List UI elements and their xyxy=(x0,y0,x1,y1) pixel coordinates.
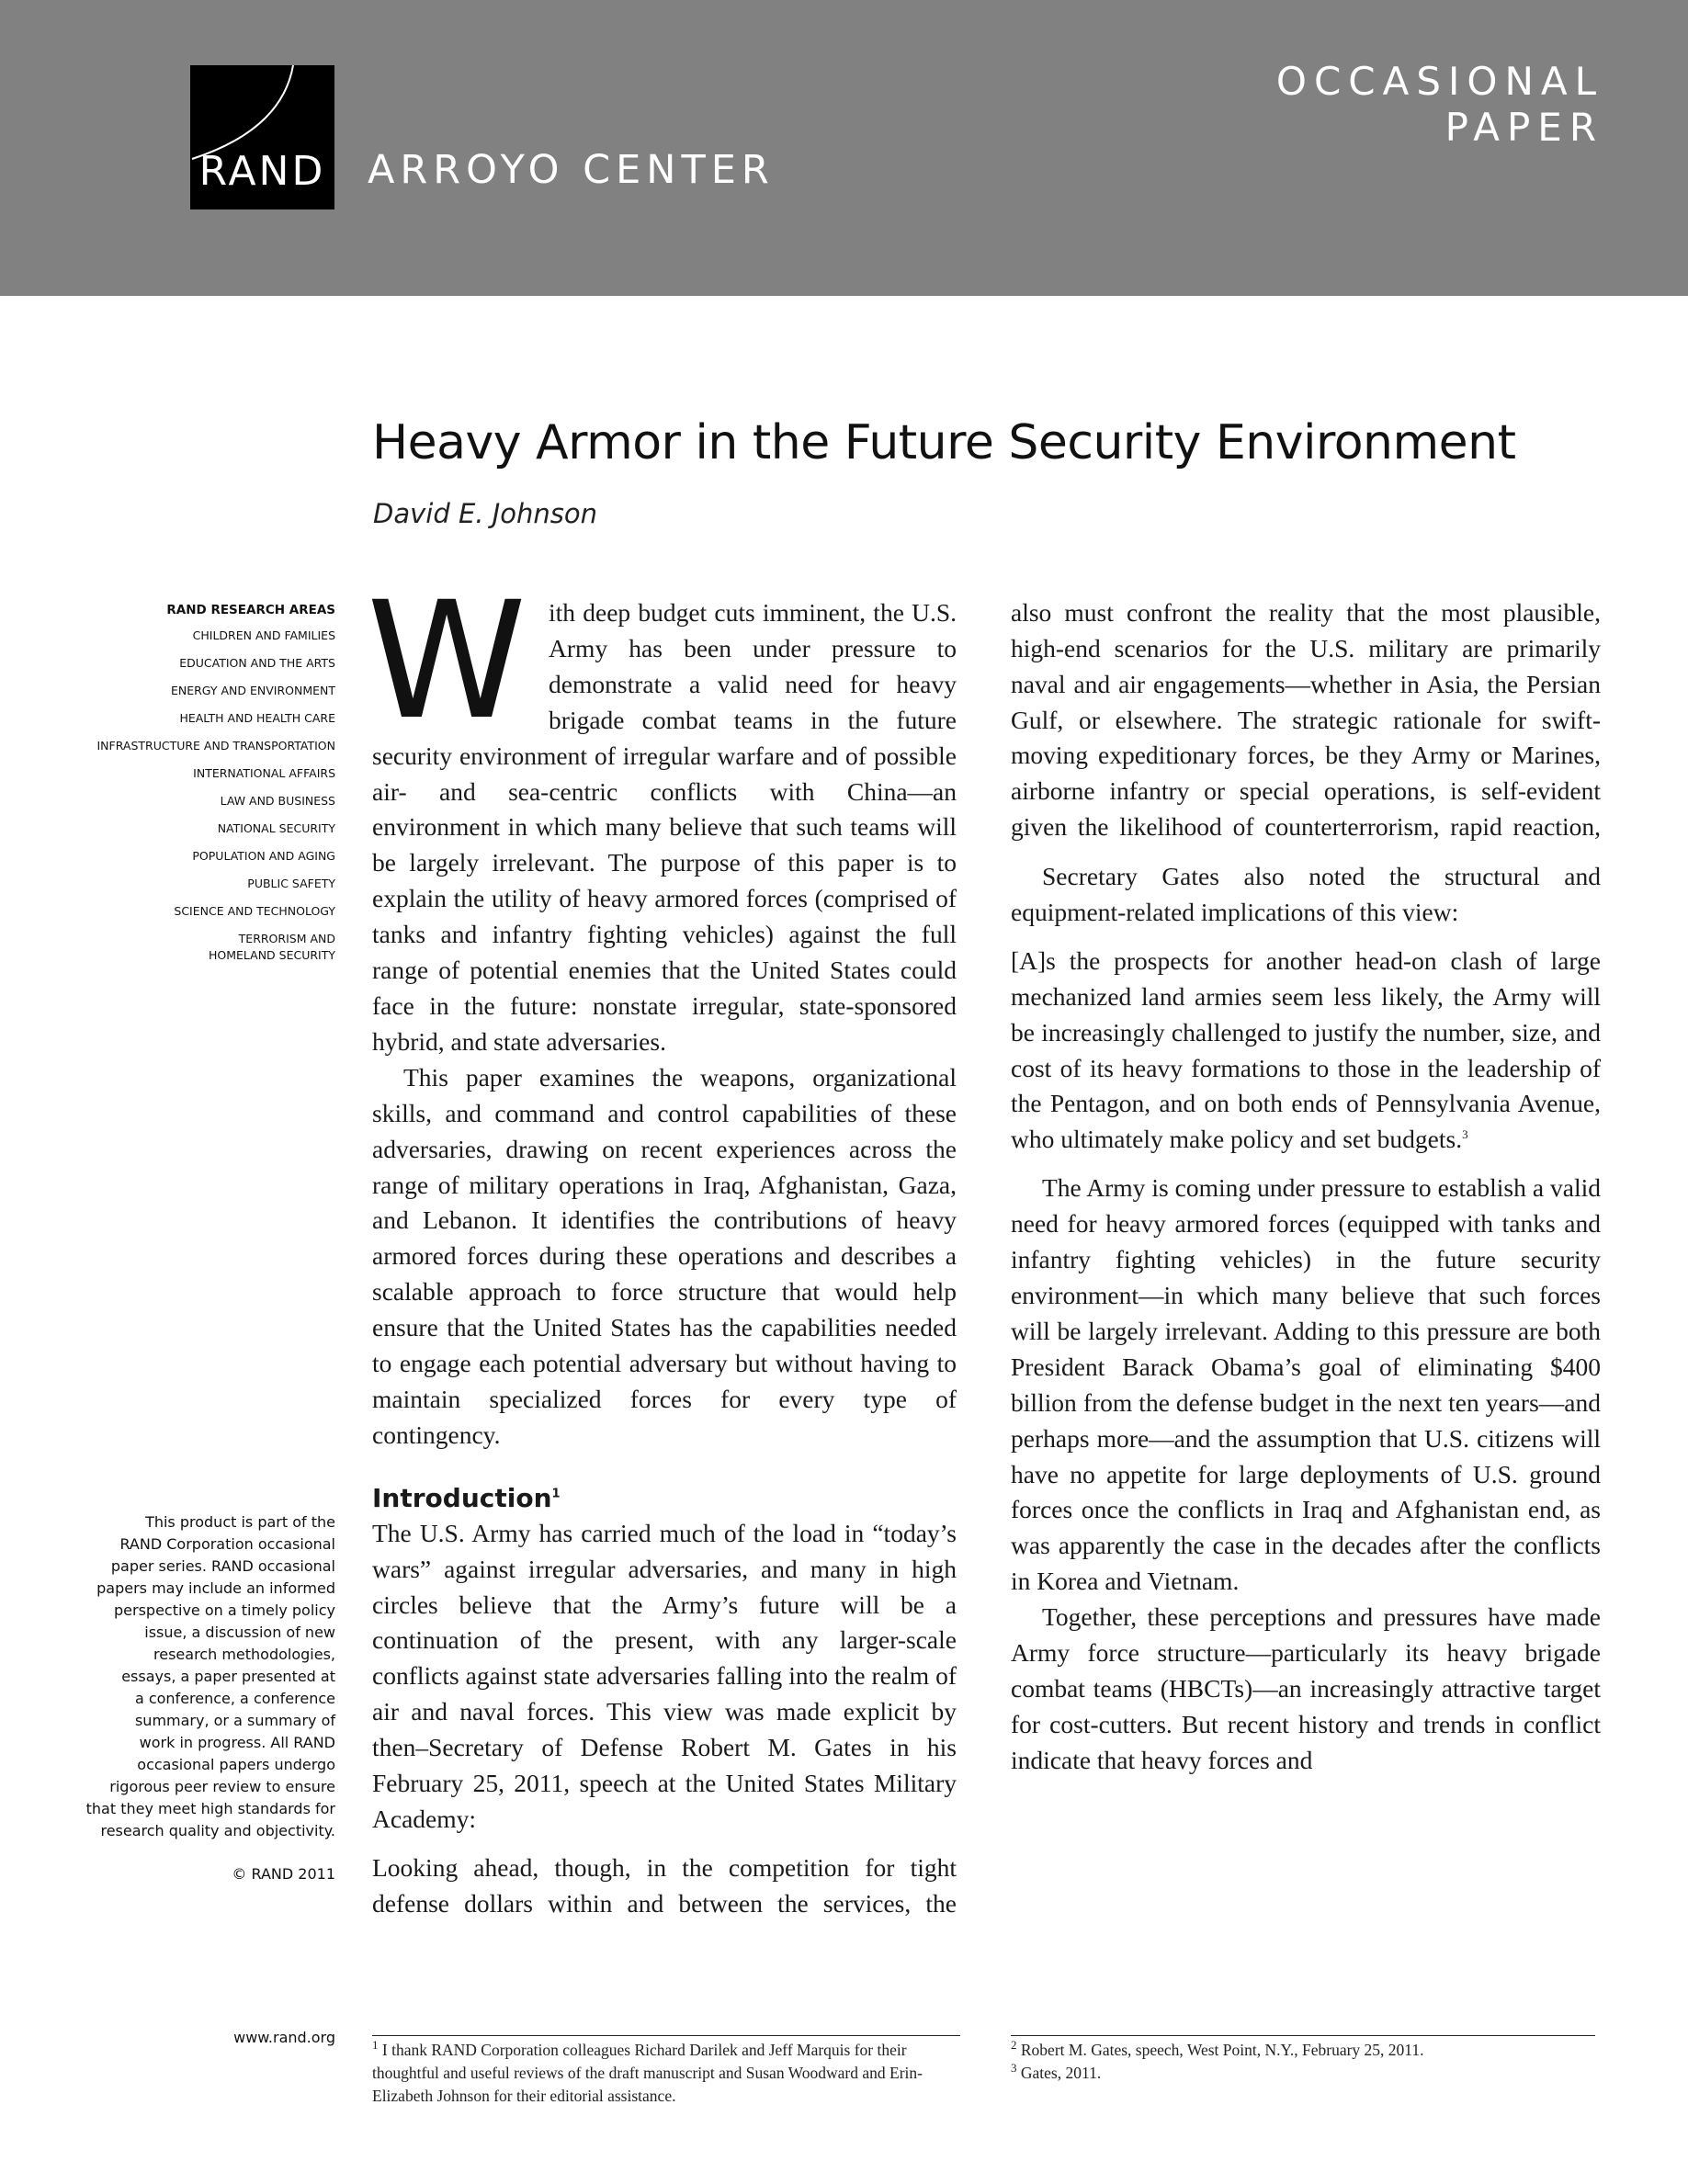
paragraph-text: ith deep budget cuts imminent, the U.S. Army has been under pressure to demonstrate a valid need for heavy brigade combat teams in the future security environment of irregular warfare and of possible air- and sea-centric conflicts with China—an environment in which many believe that such teams will be largely irrelevant. The purpose of this paper is to explain the utility of heavy armored forces (comprised of tanks and infantry fighting vehicles) against the full range of potential enemies that the United States could face in the future: nonstate irregular, state-sponsored hybrid, and state adversaries. xyxy=(372,598,957,1056)
research-area-item: PUBLIC SAFETY xyxy=(247,877,335,890)
research-area-item: EDUCATION AND THE ARTS xyxy=(179,656,335,670)
footnote xyxy=(372,2039,957,2108)
research-area-item: INFRASTRUCTURE AND TRANSPORTATION xyxy=(96,739,335,753)
body-paragraph: Secretary Gates also noted the structural and equipment-related implications of this view: xyxy=(1011,862,1601,926)
section-heading-text: Introduction xyxy=(372,1482,552,1513)
footnotes-right xyxy=(1011,2039,1599,2085)
research-area-item: LAW AND BUSINESS xyxy=(220,794,335,808)
research-area-item: HEALTH AND HEALTH CARE xyxy=(179,711,335,725)
footnote-marker[interactable]: 3 xyxy=(1462,1127,1468,1142)
body-paragraph: This paper examines the weapons, organizational skills, and command and control capabilities of these adversaries, drawing on recent experiences across the range of military operations in Iraq, Afghanistan, Gaza, and Lebanon. It identifies the contributions of heavy armored forces during these operations and describes a scalable approach to force structure that would help ensure that the United States has the capabilities needed to engage each potential adversary but without having to maintain specialized forces for every type of contingency. xyxy=(372,1062,957,1449)
opening-paragraph xyxy=(367,567,957,1060)
block-quote: Looking ahead, though, in the competition for tight defense dollars within and between the services, the xyxy=(372,1852,957,1918)
center-name: ARROYO CENTER xyxy=(368,147,775,193)
research-area-item: POPULATION AND AGING xyxy=(192,849,335,863)
footnote-text: Gates, 2011. xyxy=(1020,2064,1102,2082)
block-quote-continued xyxy=(1011,595,1601,846)
research-areas-sidebar xyxy=(0,598,335,964)
quote-text: [A]s the prospects for another head-on clash of large mechanized land armies seem less likely, the Army will be increasingly challenged to justify the number, size, and cost of its heavy formations to those in the leadership of the Pentagon, and on both ends of Pennsylvania Avenue, who ultimately make policy and set budgets. xyxy=(1011,945,1601,1154)
logo-text: RAND xyxy=(198,148,326,195)
footnote xyxy=(1011,2039,1599,2062)
research-area-item: SCIENCE AND TECHNOLOGY xyxy=(174,904,335,918)
drop-cap: W xyxy=(367,567,527,755)
footnote-text: Robert M. Gates, speech, West Point, N.Y., February 25, 2011. xyxy=(1020,2041,1424,2059)
footnote-text: I thank RAND Corporation colleagues Richard Darilek and Jeff Marquis for their thoughtful and useful reviews of the draft manuscript and Susan Woodward and Erin-Elizabeth Johnson for their editorial assistance. xyxy=(372,2041,923,2105)
header-banner xyxy=(0,0,1688,296)
body-column-left xyxy=(367,567,957,1922)
section-heading-introduction xyxy=(372,1481,957,1516)
footnote-number: 3 xyxy=(1011,2061,1017,2076)
website-link[interactable]: www.rand.org xyxy=(233,2029,335,2046)
research-areas-heading: RAND RESEARCH AREAS xyxy=(166,603,335,617)
research-area-item: CHILDREN AND FAMILIES xyxy=(192,628,335,642)
footnote-marker[interactable]: 1 xyxy=(551,1487,561,1501)
body-paragraph: The U.S. Army has carried much of the load in “today’s wars” against irregular adversaries, and many in high circles believe that the Army’s future will be a continuation of the present, with any larger-scale conflicts against state adversaries falling into the realm of air and naval forces. This view was made explicit by then–Secretary of Defense Robert M. Gates in his February 25, 2011, speech at the United States Military Academy: xyxy=(372,1518,957,1833)
body-column-right xyxy=(1011,595,1601,1779)
paper-type-label: OCCASIONAL PAPER xyxy=(1275,59,1603,150)
research-area-item: ENERGY AND ENVIRONMENT xyxy=(170,684,335,697)
research-areas-list xyxy=(0,622,335,964)
document-title: Heavy Armor in the Future Security Environment xyxy=(372,415,1516,470)
research-area-item: INTERNATIONAL AFFAIRS xyxy=(193,766,335,780)
footnote xyxy=(1011,2062,1599,2085)
author-name: David E. Johnson xyxy=(373,498,597,529)
block-quote xyxy=(1011,944,1601,1158)
copyright: © RAND 2011 xyxy=(232,1865,335,1883)
body-paragraph: Together, these perceptions and pressures have made Army force structure—particularly its heavy brigade combat teams (HBCTs)—an increasingly attractive target for cost-cutters. But recent history and trends in conflict indicate that heavy forces and xyxy=(1011,1602,1601,1774)
research-area-item: NATIONAL SECURITY xyxy=(217,821,335,835)
footnote-divider xyxy=(372,2035,960,2036)
research-area-item: TERRORISM AND HOMELAND SECURITY xyxy=(208,932,335,962)
quote-text: also must confront the reality that the most plausible, high-end scenarios for the U.S. military are primarily naval and air engagements—whether in Asia, the Persian Gulf, or elsewhere. The strategic rationale for swift-moving expeditionary forces, be they Army or Marines, airborne infantry or special operations, is self-evident given the likelihood of counterterrorism, rapid reaction, xyxy=(1011,597,1601,842)
rand-logo xyxy=(190,65,334,209)
footnote-number: 1 xyxy=(372,2038,379,2053)
footnotes-left xyxy=(372,2039,957,2108)
footnote-number: 2 xyxy=(1011,2038,1017,2053)
occasional-paper-note: This product is part of the RAND Corporation occasional paper series. RAND occasional papers may include an informed perspective on a timely policy issue, a discussion of new research methodologies, essays, a paper presented at a conference, a conference summary, or a summary of work in progress. All RAND occasional papers undergo rigorous peer review to ensure that they meet high standards for research quality and objectivity. xyxy=(85,1513,335,1839)
footnote-divider xyxy=(1011,2035,1595,2036)
body-paragraph: The Army is coming under pressure to establish a valid need for heavy armored forces (equipped with tanks and infantry fighting vehicles) in the future security environment—in which many believe that such forces will be largely irrelevant. Adding to this pressure are both President Barack Obama’s goal of eliminating $400 billion from the defense budget in the next ten years—and perhaps more—and the assumption that U.S. citizens will have no appetite for large deployments of U.S. ground forces once the conflicts in Iraq and Afghanistan end, as was apparently the case in the decades after the conflicts in Korea and Vietnam. xyxy=(1011,1173,1601,1596)
